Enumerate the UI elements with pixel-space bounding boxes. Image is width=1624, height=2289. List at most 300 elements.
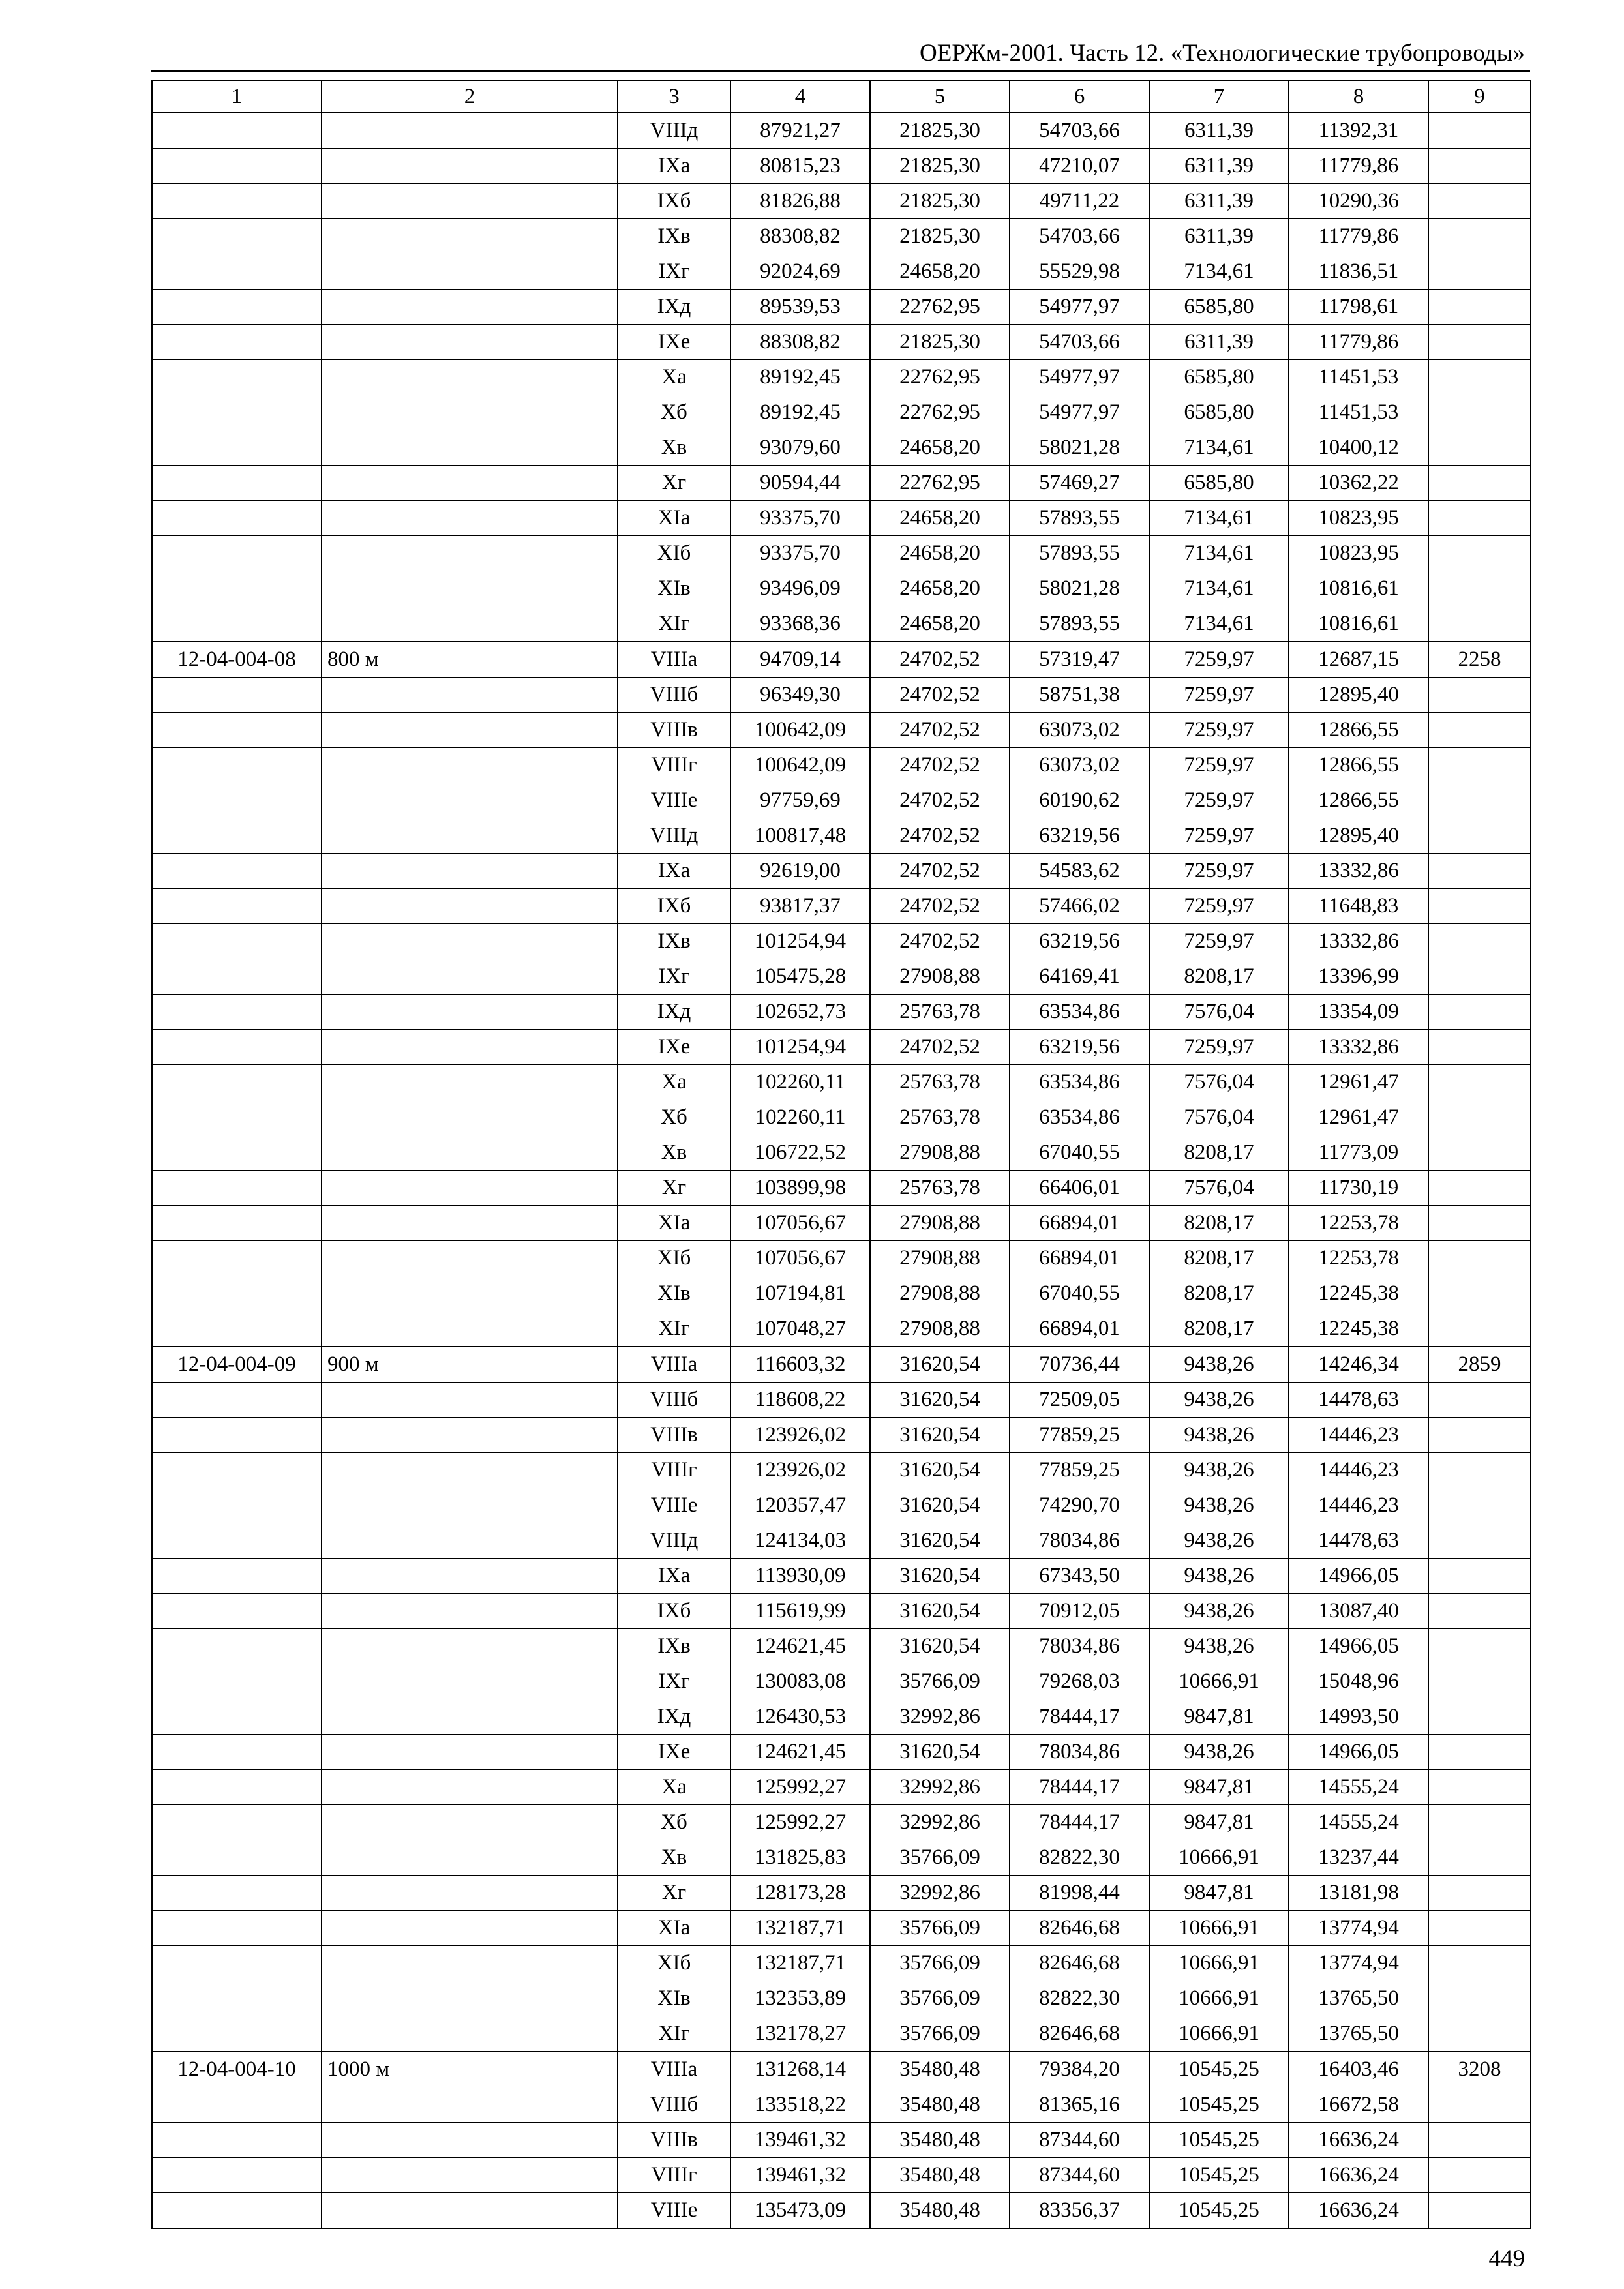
value-cell: 35480,48 — [870, 2158, 1010, 2193]
value-cell: 7134,61 — [1149, 536, 1289, 571]
value-cell: 16636,24 — [1289, 2123, 1428, 2158]
zone-cell: Xг — [618, 1876, 730, 1911]
item-size-cell — [322, 501, 618, 536]
item-size-cell — [322, 606, 618, 642]
value-cell: 13087,40 — [1289, 1594, 1428, 1629]
item-code-cell — [152, 184, 322, 219]
value-cell: 13396,99 — [1289, 959, 1428, 995]
value-cell: 15048,96 — [1289, 1664, 1428, 1699]
item-size-cell — [322, 1383, 618, 1418]
value-cell: 10545,25 — [1149, 2123, 1289, 2158]
item-size-cell — [322, 2087, 618, 2123]
column-header: 3 — [618, 80, 730, 113]
table-row — [152, 254, 1531, 290]
value-cell: 24658,20 — [870, 536, 1010, 571]
value-cell: 27908,88 — [870, 1241, 1010, 1276]
zone-cell: IXг — [618, 959, 730, 995]
value-cell: 7259,97 — [1149, 924, 1289, 959]
zone-cell: Xa — [618, 360, 730, 395]
value-cell: 11836,51 — [1289, 254, 1428, 290]
value-cell: 27908,88 — [870, 1311, 1010, 1347]
value-cell: 35480,48 — [870, 2193, 1010, 2229]
value-cell: 14966,05 — [1289, 1735, 1428, 1770]
value-cell: 6585,80 — [1149, 290, 1289, 325]
value-cell: 14555,24 — [1289, 1770, 1428, 1805]
col9-cell — [1428, 184, 1531, 219]
value-cell: 7576,04 — [1149, 1100, 1289, 1135]
table-row — [152, 1418, 1531, 1453]
value-cell: 12245,38 — [1289, 1276, 1428, 1311]
value-cell: 81365,16 — [1010, 2087, 1149, 2123]
zone-cell: VIIIa — [618, 642, 730, 678]
value-cell: 11648,83 — [1289, 889, 1428, 924]
col9-cell: 2859 — [1428, 1347, 1531, 1383]
table-row — [152, 1664, 1531, 1699]
item-size-cell — [322, 1276, 618, 1311]
item-size-cell — [322, 2158, 618, 2193]
value-cell: 94709,14 — [730, 642, 870, 678]
value-cell: 7259,97 — [1149, 642, 1289, 678]
item-size-cell — [322, 1981, 618, 2016]
value-cell: 13765,50 — [1289, 2016, 1428, 2052]
item-size-cell — [322, 254, 618, 290]
col9-cell — [1428, 1276, 1531, 1311]
value-cell: 13332,86 — [1289, 854, 1428, 889]
value-cell: 13181,98 — [1289, 1876, 1428, 1911]
table-row — [152, 1523, 1531, 1559]
table-row — [152, 571, 1531, 606]
col9-cell — [1428, 2193, 1531, 2229]
zone-cell: IXa — [618, 1559, 730, 1594]
col9-cell — [1428, 536, 1531, 571]
value-cell: 63219,56 — [1010, 818, 1149, 854]
col9-cell — [1428, 1946, 1531, 1981]
col9-cell — [1428, 1981, 1531, 2016]
value-cell: 24658,20 — [870, 254, 1010, 290]
value-cell: 22762,95 — [870, 395, 1010, 430]
table-row — [152, 1311, 1531, 1347]
value-cell: 10816,61 — [1289, 571, 1428, 606]
value-cell: 10362,22 — [1289, 466, 1428, 501]
table-row — [152, 501, 1531, 536]
zone-cell: IXб — [618, 889, 730, 924]
value-cell: 57469,27 — [1010, 466, 1149, 501]
value-cell: 80815,23 — [730, 149, 870, 184]
table-row — [152, 1030, 1531, 1065]
zone-cell: Xa — [618, 1065, 730, 1100]
item-code-cell: 12-04-004-08 — [152, 642, 322, 678]
col9-cell — [1428, 1453, 1531, 1488]
value-cell: 9438,26 — [1149, 1523, 1289, 1559]
zone-cell: XIв — [618, 571, 730, 606]
item-code-cell: 12-04-004-09 — [152, 1347, 322, 1383]
item-size-cell — [322, 1876, 618, 1911]
item-code-cell — [152, 1206, 322, 1241]
col9-cell — [1428, 254, 1531, 290]
page-header: ОЕРЖм-2001. Часть 12. «Технологические трубопроводы» — [920, 40, 1525, 67]
item-code-cell — [152, 995, 322, 1030]
value-cell: 103899,98 — [730, 1171, 870, 1206]
item-size-cell — [322, 959, 618, 995]
item-code-cell — [152, 1135, 322, 1171]
value-cell: 12961,47 — [1289, 1065, 1428, 1100]
item-code-cell — [152, 854, 322, 889]
value-cell: 21825,30 — [870, 113, 1010, 149]
zone-cell: VIIIг — [618, 1453, 730, 1488]
item-size-cell — [322, 995, 618, 1030]
value-cell: 12245,38 — [1289, 1311, 1428, 1347]
value-cell: 92024,69 — [730, 254, 870, 290]
table-row — [152, 1981, 1531, 2016]
col9-cell — [1428, 889, 1531, 924]
col9-cell — [1428, 1911, 1531, 1946]
value-cell: 14446,23 — [1289, 1418, 1428, 1453]
value-cell: 7259,97 — [1149, 783, 1289, 818]
item-size-cell — [322, 1594, 618, 1629]
value-cell: 24702,52 — [870, 783, 1010, 818]
table-row — [152, 1876, 1531, 1911]
value-cell: 16672,58 — [1289, 2087, 1428, 2123]
item-code-cell — [152, 713, 322, 748]
value-cell: 115619,99 — [730, 1594, 870, 1629]
value-cell: 107194,81 — [730, 1276, 870, 1311]
value-cell: 135473,09 — [730, 2193, 870, 2229]
value-cell: 78444,17 — [1010, 1770, 1149, 1805]
zone-cell: IXa — [618, 854, 730, 889]
table-row — [152, 713, 1531, 748]
zone-cell: IXв — [618, 924, 730, 959]
item-size-cell — [322, 748, 618, 783]
zone-cell: Xг — [618, 1171, 730, 1206]
item-size-cell — [322, 1699, 618, 1735]
value-cell: 78444,17 — [1010, 1699, 1149, 1735]
value-cell: 13774,94 — [1289, 1911, 1428, 1946]
value-cell: 27908,88 — [870, 1135, 1010, 1171]
table-row — [152, 1100, 1531, 1135]
table-row — [152, 325, 1531, 360]
zone-cell: VIIIб — [618, 678, 730, 713]
value-cell: 7259,97 — [1149, 854, 1289, 889]
table-row — [152, 2052, 1531, 2087]
value-cell: 7259,97 — [1149, 748, 1289, 783]
value-cell: 66406,01 — [1010, 1171, 1149, 1206]
value-cell: 6311,39 — [1149, 219, 1289, 254]
item-code-cell — [152, 219, 322, 254]
zone-cell: VIIIe — [618, 1488, 730, 1523]
item-code-cell — [152, 1311, 322, 1347]
zone-cell: IXб — [618, 184, 730, 219]
value-cell: 9847,81 — [1149, 1699, 1289, 1735]
table-row — [152, 1383, 1531, 1418]
col9-cell — [1428, 1065, 1531, 1100]
col9-cell — [1428, 1171, 1531, 1206]
value-cell: 82646,68 — [1010, 1946, 1149, 1981]
table-body — [152, 113, 1531, 2228]
col9-cell — [1428, 1311, 1531, 1347]
item-code-cell — [152, 430, 322, 466]
value-cell: 66894,01 — [1010, 1241, 1149, 1276]
value-cell: 7576,04 — [1149, 1065, 1289, 1100]
value-cell: 8208,17 — [1149, 1135, 1289, 1171]
value-cell: 9438,26 — [1149, 1629, 1289, 1664]
value-cell: 9438,26 — [1149, 1488, 1289, 1523]
value-cell: 10666,91 — [1149, 1981, 1289, 2016]
value-cell: 7259,97 — [1149, 818, 1289, 854]
item-size-cell — [322, 783, 618, 818]
value-cell: 82646,68 — [1010, 2016, 1149, 2052]
value-cell: 81826,88 — [730, 184, 870, 219]
col9-cell — [1428, 1876, 1531, 1911]
table-row — [152, 536, 1531, 571]
zone-cell: Xб — [618, 395, 730, 430]
value-cell: 96349,30 — [730, 678, 870, 713]
column-header: 6 — [1010, 80, 1149, 113]
table-row — [152, 1135, 1531, 1171]
value-cell: 11773,09 — [1289, 1135, 1428, 1171]
value-cell: 102260,11 — [730, 1065, 870, 1100]
value-cell: 100817,48 — [730, 818, 870, 854]
value-cell: 35766,09 — [870, 1981, 1010, 2016]
value-cell: 87921,27 — [730, 113, 870, 149]
value-cell: 125992,27 — [730, 1805, 870, 1840]
table-row — [152, 2193, 1531, 2229]
value-cell: 78034,86 — [1010, 1629, 1149, 1664]
item-code-cell — [152, 1699, 322, 1735]
value-cell: 13354,09 — [1289, 995, 1428, 1030]
zone-cell: VIIIa — [618, 1347, 730, 1383]
table-row — [152, 1206, 1531, 1241]
value-cell: 6311,39 — [1149, 149, 1289, 184]
zone-cell: VIIIв — [618, 2123, 730, 2158]
value-cell: 107056,67 — [730, 1241, 870, 1276]
value-cell: 64169,41 — [1010, 959, 1149, 995]
table-row — [152, 395, 1531, 430]
value-cell: 89192,45 — [730, 395, 870, 430]
column-header: 1 — [152, 80, 322, 113]
value-cell: 14993,50 — [1289, 1699, 1428, 1735]
value-cell: 67343,50 — [1010, 1559, 1149, 1594]
value-cell: 92619,00 — [730, 854, 870, 889]
value-cell: 6311,39 — [1149, 113, 1289, 149]
col9-cell — [1428, 1770, 1531, 1805]
value-cell: 35480,48 — [870, 2052, 1010, 2087]
value-cell: 54977,97 — [1010, 395, 1149, 430]
zone-cell: XIб — [618, 1946, 730, 1981]
col9-cell: 3208 — [1428, 2052, 1531, 2087]
value-cell: 93817,37 — [730, 889, 870, 924]
zone-cell: IXв — [618, 1629, 730, 1664]
value-cell: 6585,80 — [1149, 466, 1289, 501]
item-size-cell — [322, 854, 618, 889]
value-cell: 9438,26 — [1149, 1347, 1289, 1383]
value-cell: 14555,24 — [1289, 1805, 1428, 1840]
value-cell: 10400,12 — [1289, 430, 1428, 466]
table-row — [152, 1629, 1531, 1664]
column-header-row — [152, 80, 1531, 113]
table-row — [152, 219, 1531, 254]
value-cell: 126430,53 — [730, 1699, 870, 1735]
item-size-cell — [322, 1735, 618, 1770]
item-size-cell — [322, 430, 618, 466]
item-size-cell — [322, 290, 618, 325]
value-cell: 6311,39 — [1149, 184, 1289, 219]
value-cell: 11392,31 — [1289, 113, 1428, 149]
item-code-cell: 12-04-004-10 — [152, 2052, 322, 2087]
item-code-cell — [152, 1664, 322, 1699]
zone-cell: IXв — [618, 219, 730, 254]
item-size-cell — [322, 466, 618, 501]
zone-cell: VIIIд — [618, 818, 730, 854]
item-size-cell — [322, 395, 618, 430]
item-code-cell — [152, 1876, 322, 1911]
value-cell: 11451,53 — [1289, 395, 1428, 430]
value-cell: 31620,54 — [870, 1629, 1010, 1664]
col9-cell — [1428, 818, 1531, 854]
value-cell: 12866,55 — [1289, 748, 1428, 783]
item-size-cell — [322, 818, 618, 854]
item-code-cell — [152, 1100, 322, 1135]
value-cell: 107048,27 — [730, 1311, 870, 1347]
item-code-cell — [152, 1629, 322, 1664]
price-table — [151, 80, 1531, 2229]
value-cell: 9438,26 — [1149, 1594, 1289, 1629]
item-code-cell — [152, 1559, 322, 1594]
value-cell: 124621,45 — [730, 1735, 870, 1770]
value-cell: 82646,68 — [1010, 1911, 1149, 1946]
value-cell: 9438,26 — [1149, 1418, 1289, 1453]
col9-cell — [1428, 606, 1531, 642]
col9-cell — [1428, 1523, 1531, 1559]
value-cell: 13765,50 — [1289, 1981, 1428, 2016]
table-row — [152, 995, 1531, 1030]
value-cell: 113930,09 — [730, 1559, 870, 1594]
table-row — [152, 818, 1531, 854]
item-code-cell — [152, 1241, 322, 1276]
value-cell: 35766,09 — [870, 2016, 1010, 2052]
value-cell: 93375,70 — [730, 501, 870, 536]
value-cell: 10816,61 — [1289, 606, 1428, 642]
value-cell: 27908,88 — [870, 1276, 1010, 1311]
value-cell: 24702,52 — [870, 1030, 1010, 1065]
column-header: 7 — [1149, 80, 1289, 113]
col9-cell — [1428, 466, 1531, 501]
value-cell: 25763,78 — [870, 1100, 1010, 1135]
value-cell: 88308,82 — [730, 219, 870, 254]
value-cell: 70736,44 — [1010, 1347, 1149, 1383]
item-size-cell — [322, 1805, 618, 1840]
value-cell: 31620,54 — [870, 1418, 1010, 1453]
col9-cell — [1428, 430, 1531, 466]
item-code-cell — [152, 1981, 322, 2016]
value-cell: 102260,11 — [730, 1100, 870, 1135]
value-cell: 74290,70 — [1010, 1488, 1149, 1523]
value-cell: 54977,97 — [1010, 290, 1149, 325]
value-cell: 128173,28 — [730, 1876, 870, 1911]
value-cell: 14478,63 — [1289, 1383, 1428, 1418]
value-cell: 57319,47 — [1010, 642, 1149, 678]
value-cell: 82822,30 — [1010, 1981, 1149, 2016]
zone-cell: Xв — [618, 1135, 730, 1171]
value-cell: 8208,17 — [1149, 1276, 1289, 1311]
table-row — [152, 2158, 1531, 2193]
value-cell: 88308,82 — [730, 325, 870, 360]
item-code-cell — [152, 678, 322, 713]
item-code-cell — [152, 606, 322, 642]
value-cell: 58021,28 — [1010, 430, 1149, 466]
zone-cell: VIIIд — [618, 113, 730, 149]
value-cell: 81998,44 — [1010, 1876, 1149, 1911]
item-code-cell — [152, 1805, 322, 1840]
value-cell: 54977,97 — [1010, 360, 1149, 395]
value-cell: 7134,61 — [1149, 430, 1289, 466]
col9-cell — [1428, 2016, 1531, 2052]
value-cell: 24702,52 — [870, 889, 1010, 924]
table-row — [152, 1946, 1531, 1981]
item-size-cell — [322, 713, 618, 748]
col9-cell: 2258 — [1428, 642, 1531, 678]
value-cell: 9847,81 — [1149, 1805, 1289, 1840]
item-code-cell — [152, 466, 322, 501]
item-size-cell — [322, 1065, 618, 1100]
value-cell: 12866,55 — [1289, 783, 1428, 818]
value-cell: 13237,44 — [1289, 1840, 1428, 1876]
value-cell: 105475,28 — [730, 959, 870, 995]
value-cell: 11730,19 — [1289, 1171, 1428, 1206]
item-code-cell — [152, 1453, 322, 1488]
zone-cell: Xa — [618, 1770, 730, 1805]
value-cell: 58021,28 — [1010, 571, 1149, 606]
value-cell: 93079,60 — [730, 430, 870, 466]
value-cell: 132187,71 — [730, 1946, 870, 1981]
value-cell: 22762,95 — [870, 360, 1010, 395]
value-cell: 54703,66 — [1010, 219, 1149, 254]
item-code-cell — [152, 1911, 322, 1946]
col9-cell — [1428, 1418, 1531, 1453]
value-cell: 31620,54 — [870, 1383, 1010, 1418]
table-row — [152, 783, 1531, 818]
zone-cell: XIв — [618, 1276, 730, 1311]
value-cell: 14966,05 — [1289, 1629, 1428, 1664]
value-cell: 10666,91 — [1149, 2016, 1289, 2052]
item-size-cell — [322, 1206, 618, 1241]
item-size-cell — [322, 571, 618, 606]
value-cell: 10545,25 — [1149, 2193, 1289, 2229]
table-row — [152, 290, 1531, 325]
value-cell: 21825,30 — [870, 184, 1010, 219]
value-cell: 24658,20 — [870, 430, 1010, 466]
item-code-cell — [152, 360, 322, 395]
value-cell: 120357,47 — [730, 1488, 870, 1523]
value-cell: 7134,61 — [1149, 254, 1289, 290]
value-cell: 57893,55 — [1010, 536, 1149, 571]
value-cell: 57893,55 — [1010, 501, 1149, 536]
column-header: 8 — [1289, 80, 1428, 113]
value-cell: 55529,98 — [1010, 254, 1149, 290]
table-row — [152, 1065, 1531, 1100]
zone-cell: VIIIг — [618, 748, 730, 783]
col9-cell — [1428, 748, 1531, 783]
value-cell: 27908,88 — [870, 959, 1010, 995]
item-size-cell — [322, 1241, 618, 1276]
zone-cell: IXб — [618, 1594, 730, 1629]
column-header: 2 — [322, 80, 618, 113]
zone-cell: VIIIг — [618, 2158, 730, 2193]
value-cell: 24658,20 — [870, 571, 1010, 606]
value-cell: 14246,34 — [1289, 1347, 1428, 1383]
item-size-cell — [322, 2193, 618, 2229]
col9-cell — [1428, 783, 1531, 818]
value-cell: 60190,62 — [1010, 783, 1149, 818]
